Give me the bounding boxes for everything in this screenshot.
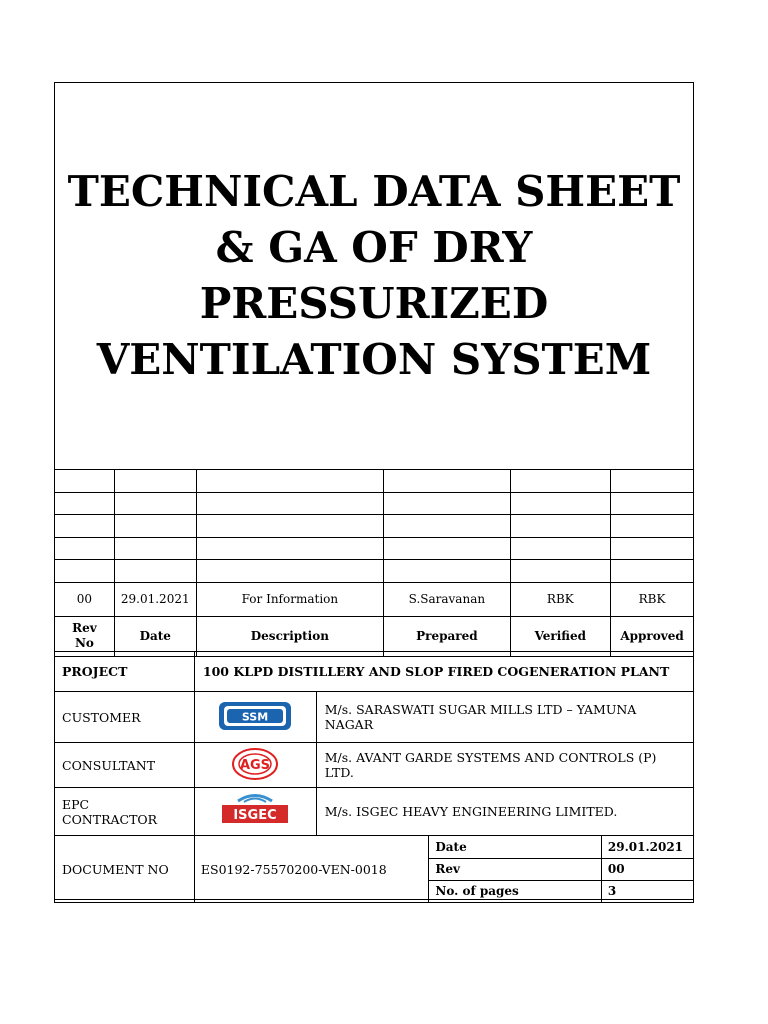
isgec-logo <box>220 792 290 828</box>
epc-value: M/s. ISGEC HEAVY ENGINEERING LIMITED. <box>316 788 693 836</box>
ssm-logo <box>218 701 292 731</box>
title-line-3: PRESSURIZED <box>199 279 549 328</box>
meta-date-label: Date <box>429 836 601 858</box>
revision-header-row <box>55 616 694 656</box>
meta-pages-value: 3 <box>607 884 617 899</box>
document-no-row <box>55 836 694 903</box>
title-line-2: & GA OF DRY <box>215 223 533 272</box>
description-cell: For Information <box>196 582 384 616</box>
consultant-logo-cell <box>194 743 316 788</box>
meta-pages-label: No. of pages <box>429 880 601 902</box>
approved-header: Approved <box>611 616 694 656</box>
project-value: 100 KLPD DISTILLERY AND SLOP FIRED COGENERATION PLANT <box>194 652 693 692</box>
customer-label: CUSTOMER <box>55 692 195 743</box>
description-header: Description <box>196 616 384 656</box>
revision-empty-row <box>55 470 694 493</box>
project-info-table <box>54 651 694 903</box>
rev-no-header: Rev No <box>55 616 115 656</box>
isgec-logo-text: ISGEC <box>233 808 277 823</box>
revision-empty-row <box>55 537 694 560</box>
customer-logo-cell <box>194 692 316 743</box>
rev-cell: 00 <box>55 582 115 616</box>
date-header: Date <box>114 616 196 656</box>
revision-empty-row <box>55 560 694 583</box>
project-row <box>55 652 694 692</box>
meta-rev-label: Rev <box>429 858 601 880</box>
project-label: PROJECT <box>55 652 195 692</box>
revision-table <box>54 469 694 657</box>
document-no-label: DOCUMENT NO <box>55 836 195 903</box>
revision-empty-row <box>55 515 694 538</box>
title-line-1: TECHNICAL DATA SHEET <box>67 167 681 216</box>
revision-row <box>55 582 694 616</box>
revision-empty-row <box>55 492 694 515</box>
consultant-row <box>55 743 694 788</box>
customer-row <box>55 692 694 743</box>
consultant-label: CONSULTANT <box>55 743 195 788</box>
meta-date-value: 29.01.2021 <box>601 836 693 858</box>
epc-logo-cell <box>194 788 316 836</box>
title-line-4: VENTILATION SYSTEM <box>96 335 652 384</box>
ags-logo <box>229 746 281 782</box>
meta-rev-value: 00 <box>601 858 693 880</box>
ssm-logo-text: SSM <box>242 710 269 723</box>
document-meta-table <box>429 836 693 902</box>
document-title <box>54 164 694 388</box>
consultant-value: M/s. AVANT GARDE SYSTEMS AND CONTROLS (P) LTD. <box>316 743 693 788</box>
customer-value: M/s. SARASWATI SUGAR MILLS LTD – YAMUNA NAGAR <box>316 692 693 743</box>
document-meta-cell <box>429 836 694 903</box>
approved-cell: RBK <box>611 582 694 616</box>
epc-row <box>55 788 694 836</box>
ags-logo-text: AGS <box>240 757 271 773</box>
date-cell: 29.01.2021 <box>114 582 196 616</box>
epc-label: EPC CONTRACTOR <box>55 788 195 836</box>
verified-cell: RBK <box>510 582 610 616</box>
verified-header: Verified <box>510 616 610 656</box>
document-no-value: ES0192-75570200-VEN-0018 <box>194 836 428 903</box>
prepared-header: Prepared <box>384 616 510 656</box>
prepared-cell: S.Saravanan <box>384 582 510 616</box>
